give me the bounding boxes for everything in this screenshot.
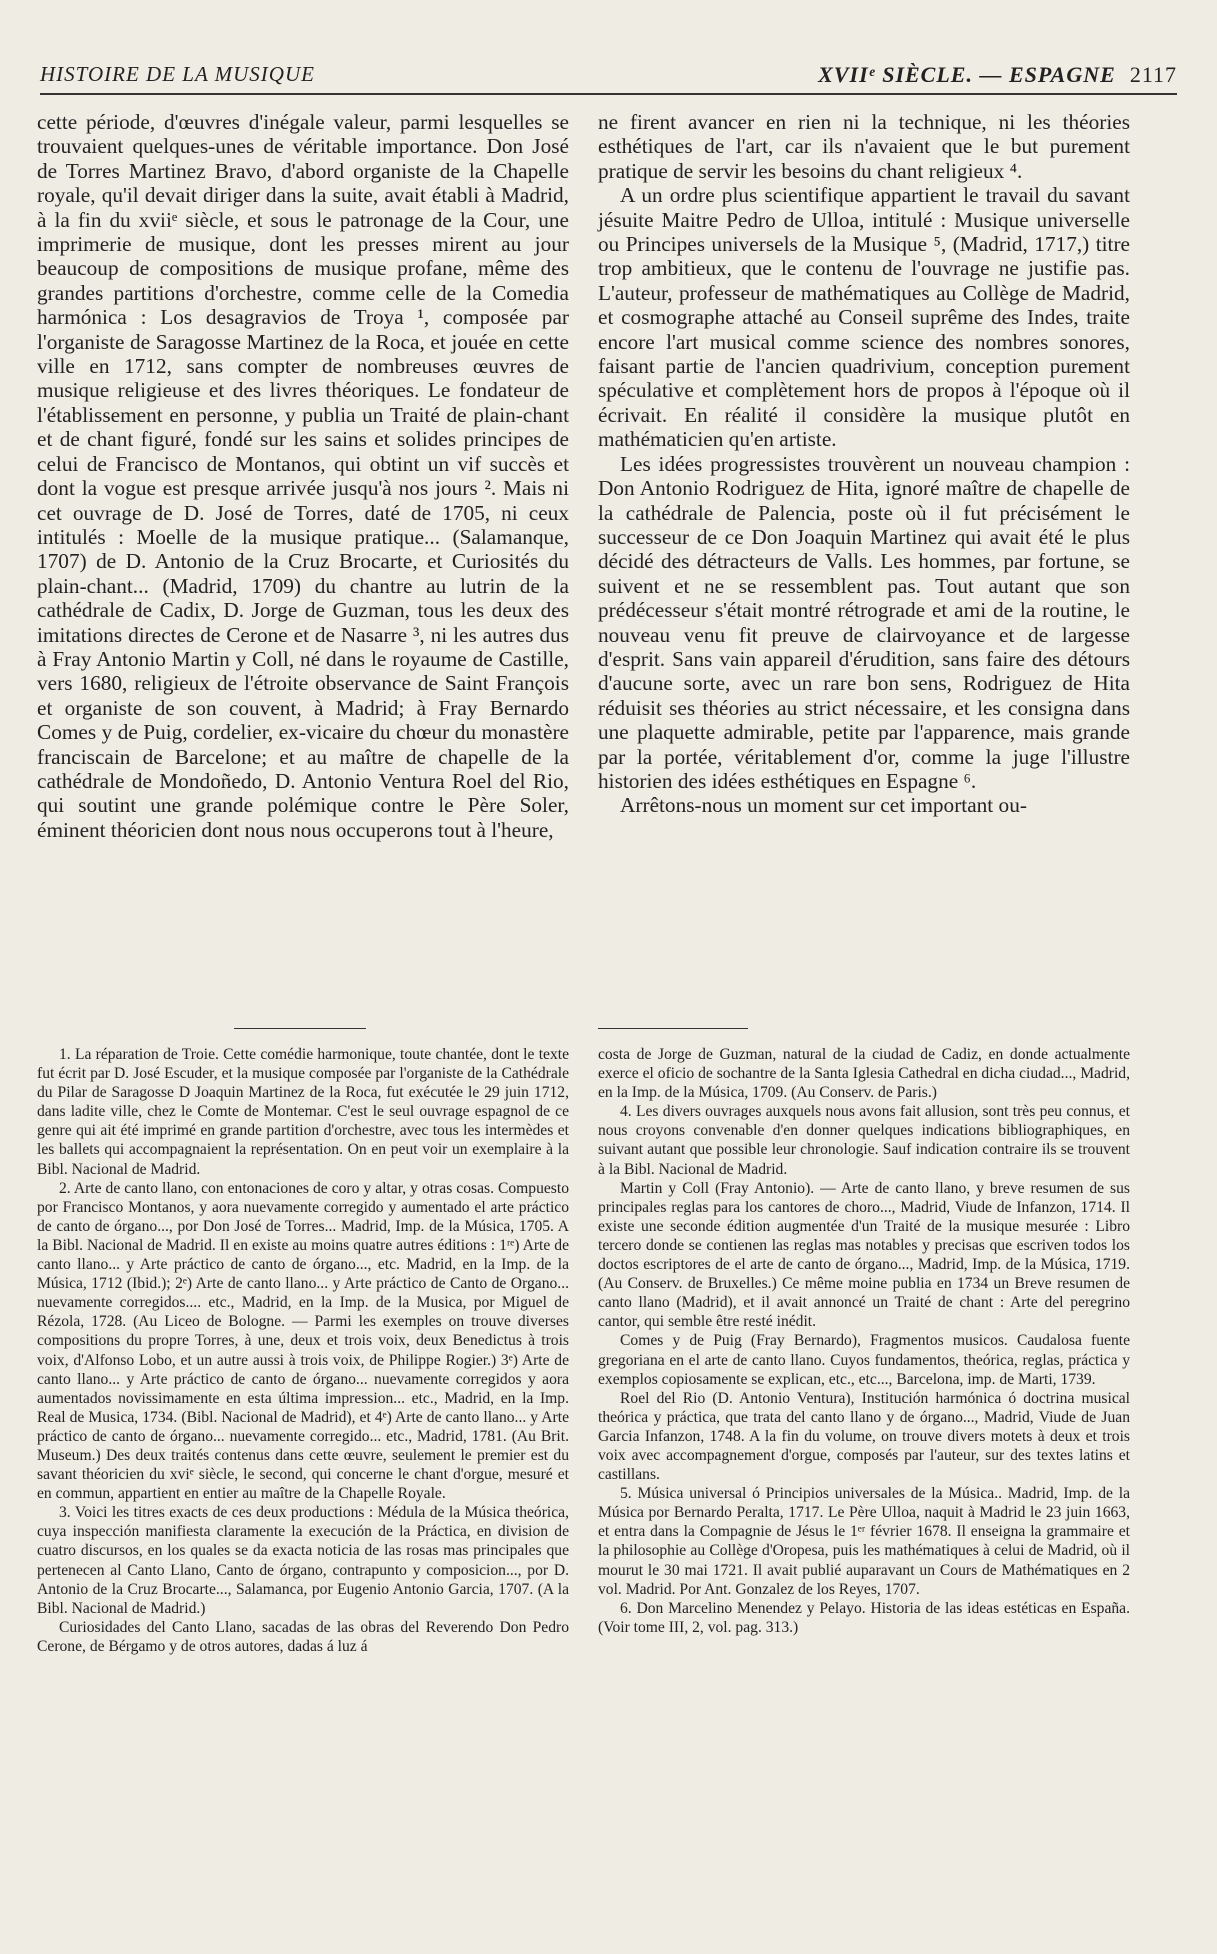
footnote-5: 5. Música universal ó Principios universales de la Música.. Madrid, Imp. de la Música por Bernardo Peralta, 1717. Le Père Ulloa, naquit à Madrid le 23 juin 1663, et entra dans la Compagnie de Jésus le 1ᵉʳ février 1678. Il enseigna la grammaire et la philosophie au Collège d'Oropesa, puis les mathématiques à celui de Madrid, où il mourut le 30 mai 1721. Il avait publié auparavant un Cours de Mathématiques en 2 vol. Madrid. Por Ant. Gonzalez de los Reyes, 1707. — [598, 1485, 1130, 1598]
right-paragraph-4: Arrêtons-nous un moment sur cet important ou- — [620, 793, 1027, 818]
main-column-right — [598, 110, 1130, 818]
right-paragraph-1: ne firent avancer en rien ni la technique, ni les théories esthétiques de l'art, car ils n'avaient que le but purement pratique de servir les besoins du chant religieux ⁴. — [598, 110, 1130, 183]
footnote-3: 3. Voici les titres exacts de ces deux productions : Médula de la Música theórica, cuya inspección manifiesta claramente la execución de la Práctica, en division de cuatro discursos, en los quales se da exacta noticia de las rosas mas principales que pertenecen al Canto Llano, Canto de órgano, contrapunto y composicion..., por D. Antonio de la Cruz Brocarte..., Salamanca, por Eugenio Antonio Garcia, 1707. (A la Bibl. Nacional de Madrid.) — [37, 1504, 569, 1617]
footnote-3-end: costa de Jorge de Guzman, natural de la ciudad de Cadiz, en donde actualmente exerce el oficio de sochantre de la Santa Iglesia Cathedral en dicha ciudad..., Madrid, en la Imp. de la Música, 1709. (Au Conserv. de Paris.) — [598, 1046, 1130, 1102]
header-rule — [40, 93, 1177, 95]
footnotes-left — [37, 1045, 569, 1656]
footnote-4-martin-y-coll: Martin y Coll (Fray Antonio). — Arte de canto llano, y breve resumen de sus principales reglas para los cantores de choro..., Madrid, Viude de Infanzon, 1714. Il existe une seconde édition augmentée d'un Traité de la musique mesurée : Libro tercero donde se contienen las reglas mas notables y precisas que escriven todos los doctos escriptores de el arte de canto de órgano..., Madrid, Imp. de la Música, 1719. (Au Conserv. de Bruxelles.) Ce même moine publia en 1734 un Breve resumen de canto llano (Madrid), et il avait annoncé un Traité de chant : Arte del peregrino cantor, qui semble être resté inédit. — [598, 1179, 1130, 1331]
footnote-1: 1. La réparation de Troie. Cette comédie harmonique, toute chantée, dont le texte fut écrit par D. José Escuder, et la musique composée par l'organiste de la Cathédrale du Pilar de Saragosse D Joaquin Martinez de la Roca, fut exécutée le 29 juin 1712, dans ladite ville, chez le Comte de Montemar. C'est le seul ouvrage espagnol de ce genre qui ait été imprimé en grande partition d'orchestre, avec tous les intermèdes et les ballets qui accompagnaient la représentation. On en peut voir un exemplaire à la Bibl. Nacional de Madrid. — [37, 1046, 569, 1178]
footnote-2: 2. Arte de canto llano, con entonaciones de coro y altar, y otras cosas. Compuesto por Francisco Montanos, y aora nuevamente corregido y aumentado el arte práctico de canto de órgano..., por Don José de Torres... Madrid, Imp. de la Música, 1705. A la Bibl. Nacional de Madrid. Il en existe au moins quatre autres éditions : 1ʳᵉ) Arte de canto llano... y Arte práctico de canto de órgano..., etc. Madrid, en la Imp. de la Música, 1712 (Ibid.); 2ᵉ) Arte de canto llano... y Arte práctico de Canto de Organo... nuevamente corregidos.... etc., Madrid, en la Imp. de la Musica, por Miguel de Rézola, 1728. (Au Liceo de Bologne. — Parmi les exemples on trouve diverses compositions du propre Torres, à une, deux et trois voix, deux Benedictus à trois voix, d'Alfonso Lobo, et un autre aussi à trois voix, de Philippe Rogier.) 3ᵉ) Arte de canto llano... y Arte práctico de canto de órgano... nuevamente corregidos y aora aumentados novissimamente en esta última impression... etc., Madrid, en la Imp. Real de Musica, 1734. (Bibl. Nacional de Madrid), et 4ᵉ) Arte de canto llano... y Arte práctico de canto de órgano... nuevamente corregido... etc., Madrid, 1781. (Au Brit. Museum.) Des deux traités contenus dans cette œuvre, seulement le premier est du savant théoricien du xviᵉ siècle, le second, qui concerne le chant d'orgue, mesuré et en commun, appartient en entier au maître de la Chapelle Royale. — [37, 1179, 569, 1503]
footnote-4: 4. Les divers ouvrages auxquels nous avons fait allusion, sont très peu connus, et nous croyons convenable d'en donner quelques indications bibliographiques, en suivant autant que possible leur chronologie. Sauf indication contraire ils se trouvent à la Bibl. Nacional de Madrid. — [598, 1103, 1130, 1178]
footnote-6: 6. Don Marcelino Menendez y Pelayo. Historia de las ideas estéticas en España. (Voir tome III, 2, vol. pag. 313.) — [598, 1599, 1130, 1636]
running-head-title: HISTOIRE DE LA MUSIQUE — [40, 62, 315, 86]
footnote-3-continued: Curiosidades del Canto Llano, sacadas de las obras del Reverendo Don Pedro Cerone, de Bérgamo y de otros autores, dadas á luz á — [37, 1618, 569, 1655]
page-number: 2117 — [1129, 62, 1177, 87]
running-head-section — [818, 62, 1177, 88]
footnote-4-roel-del-rio: Roel del Rio (D. Antonio Ventura), Institución harmónica ó doctrina musical theórica y práctica, que trata del canto llano y de órgano..., Madrid, Viude de Juan Garcia Infanzon, 1748. A la fin du volume, on trouve divers motets à deux et trois voix avec accompagnement d'orgue, composés par l'auteur, sur des textes latins et castillans. — [598, 1389, 1130, 1484]
footnote-4-comes-y-de-puig: Comes y de Puig (Fray Bernardo), Fragmentos musicos. Caudalosa fuente gregoriana en el arte de canto llano. Cuyos fundamentos, theórica, reglas, práctica y exemplos copiosamente se explican, etc., etc..., Barcelona, imp. de Marti, 1739. — [598, 1332, 1130, 1388]
running-head — [40, 62, 1177, 92]
right-paragraph-3: Les idées progressistes trouvèrent un nouveau champion : Don Antonio Rodriguez de Hita, ignoré maître de chapelle de la cathédrale de Palencia, poste où il fut précisément le successeur de ce Don Joaquin Martinez qui avait été le plus décidé des détracteurs de Valls. Les hommes, par fortune, se suivent et ne se ressemblent pas. Tout autant que son prédécesseur s'était montré rétrograde et ami de la routine, le nouveau venu fit preuve de clairvoyance et de largesse d'esprit. Sans vain appareil d'érudition, sans faire des détours d'aucune sorte, avec un rare bon sens, Rodriguez de Hita réduisit ses théories au strict nécessaire, et les consigna dans une plaquette admirable, petite par l'apparence, mais grande par la portée, véritablement d'or, comme la juge l'illustre historien des idées esthétiques en Espagne ⁶. — [598, 451, 1130, 793]
footnote-rule-left — [234, 1028, 366, 1029]
footnote-rule-right — [598, 1028, 748, 1029]
right-paragraph-2: A un ordre plus scientifique appartient le travail du savant jésuite Maitre Pedro de Ulloa, intitulé : Musique universelle ou Principes universels de la Musique ⁵, (Madrid, 1717,) titre trop ambitieux, que le contenu de l'ouvrage ne justifie pas. L'auteur, professeur de mathématiques au Collège de Madrid, et cosmographe attaché au Conseil suprême des Indes, traite encore l'art musical comme science des nombres sonores, faisant partie de l'ancien quadrivium, conception purement spéculative et complètement hors de propos à l'époque où il écrivait. En réalité il considère la musique plutôt en mathématicien qu'en artiste. — [598, 183, 1130, 452]
footnotes-right — [598, 1045, 1130, 1637]
main-column-left — [37, 110, 569, 842]
running-head-section-text: XVIIᵉ SIÈCLE. — ESPAGNE — [818, 62, 1116, 87]
left-paragraph-1: cette période, d'œuvres d'inégale valeur, parmi lesquelles se trouvaient quelques-unes de véritable importance. Don José de Torres Martinez Bravo, d'abord organiste de la Chapelle royale, qu'il devait diriger dans la suite, avait établi à Madrid, à la fin du xviiᵉ siècle, et sous le patronage de la Cour, une imprimerie de musique, dont les presses mirent au jour beaucoup de compositions de musique profane, même des grandes partitions d'orchestre, comme celle de la Comedia harmónica : Los desagravios de Troya ¹, composée par l'organiste de Saragosse Martinez de la Roca, et jouée en cette ville en 1712, sans compter de nombreuses œuvres de musique religieuse et des livres théoriques. Le fondateur de l'établissement en personne, y publia un Traité de plain-chant et de chant figuré, fondé sur les sains et solides principes de celui de Francisco de Montanos, qui obtint un vif succès et dont la vogue est presque arrivée jusqu'à nos jours ². Mais ni cet ouvrage de D. José de Torres, daté de 1705, ni ceux intitulés : Moelle de la musique pratique... (Salamanque, 1707) de D. Antonio de la Cruz Brocarte, et Curiosités du plain-chant... (Madrid, 1709) du chantre au lutrin de la cathédrale de Cadix, D. Jorge de Guzman, tous les deux des imitations directes de Cerone et de Nasarre ³, ni les autres dus à Fray Antonio Martin y Coll, né dans le royaume de Castille, vers 1680, religieux de l'étroite observance de Saint François et organiste de son couvent, à Madrid; à Fray Bernardo Comes y de Puig, cordelier, ex-vicaire du chœur du monastère franciscain de Barcelone; et au maître de chapelle de la cathédrale de Mondoñedo, D. Antonio Ventura Roel del Rio, qui soutint une grande polémique contre le Père Soler, éminent théoricien dont nous nous occuperons tout à l'heure, — [37, 110, 569, 842]
